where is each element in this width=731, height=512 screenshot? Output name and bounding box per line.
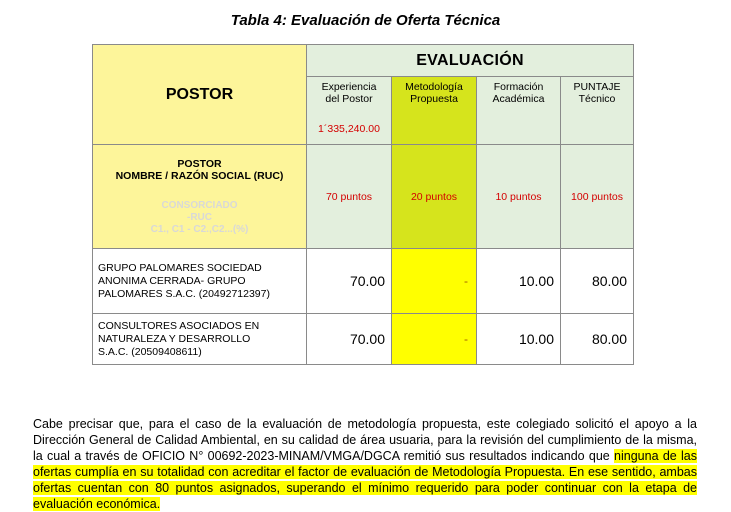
column-label: Formación <box>493 81 544 93</box>
postor-header: POSTOR <box>93 45 307 145</box>
evaluation-table <box>92 44 634 365</box>
points-metodologia: 20 puntos <box>392 145 477 249</box>
postor-name-line: GRUPO PALOMARES SOCIEDAD <box>98 261 262 274</box>
postor-name-line: ANONIMA CERRADA- GRUPO <box>98 274 246 287</box>
column-label: Propuesta <box>410 93 458 105</box>
table-row <box>93 314 634 365</box>
column-label: Académica <box>492 93 545 105</box>
postor-description-cell <box>93 145 307 249</box>
column-header-metodologia <box>392 77 477 145</box>
ghost-text: CONSORCIADO <box>161 200 238 211</box>
score-formacion: 10.00 <box>477 314 561 365</box>
body-paragraph <box>33 416 697 512</box>
postor-name <box>93 314 307 365</box>
column-label: Metodología <box>405 81 463 93</box>
column-label: Experiencia <box>321 81 377 93</box>
table-row <box>93 249 634 314</box>
score-puntaje: 80.00 <box>561 314 634 365</box>
column-label: del Postor <box>325 93 373 105</box>
evaluacion-header: EVALUACIÓN <box>307 45 634 77</box>
points-puntaje: 100 puntos <box>561 145 634 249</box>
postor-name-line: CONSULTORES ASOCIADOS EN <box>98 319 260 332</box>
column-header-experiencia <box>307 77 392 145</box>
postor-desc-label: NOMBRE / RAZÓN SOCIAL (RUC) <box>115 170 284 182</box>
score-experiencia: 70.00 <box>307 314 392 365</box>
score-experiencia: 70.00 <box>307 249 392 314</box>
table-title: Tabla 4: Evaluación de Oferta Técnica <box>230 12 501 29</box>
experiencia-amount: 1´335,240.00 <box>318 123 380 135</box>
postor-name-line: S.A.C. (20509408611) <box>98 345 202 358</box>
ghost-text: -RUC <box>187 212 212 223</box>
postor-desc-label: POSTOR <box>177 158 222 170</box>
column-header-puntaje <box>561 77 634 145</box>
score-puntaje: 80.00 <box>561 249 634 314</box>
score-metodologia: - <box>392 249 477 314</box>
points-experiencia: 70 puntos <box>307 145 392 249</box>
paragraph-text: Cabe precisar que, para el caso de la evaluación de metodología propuesta, este colegiado solicitó el apoyo a la Dirección General de Calidad Ambiental, en su calidad de área usuaria, para la revisión del cumplimiento de la misma, la cual a través de OFICIO N° 00692-2023-MINAM/VMGA/DGCA remitió sus resultados indicando que <box>33 416 697 463</box>
column-header-formacion <box>477 77 561 145</box>
score-formacion: 10.00 <box>477 249 561 314</box>
column-label: PUNTAJE <box>573 81 621 93</box>
highlighted-text: ninguna de las ofertas cumplía en su totalidad con acreditar el factor de evaluación de Metodología Propuesta. En ese sentido, ambas ofertas cuentan con 80 puntos asignados, superando el mínimo requerido para poder continuar con la etapa de evaluación económica. <box>33 448 697 511</box>
score-metodologia: - <box>392 314 477 365</box>
column-label: Técnico <box>578 93 616 105</box>
ghost-text: C1., C1 - C2.,C2...(%) <box>150 224 249 235</box>
postor-name <box>93 249 307 314</box>
postor-name-line: NATURALEZA Y DESARROLLO <box>98 332 251 345</box>
points-formacion: 10 puntos <box>477 145 561 249</box>
postor-name-line: PALOMARES S.A.C. (20492712397) <box>98 287 270 300</box>
